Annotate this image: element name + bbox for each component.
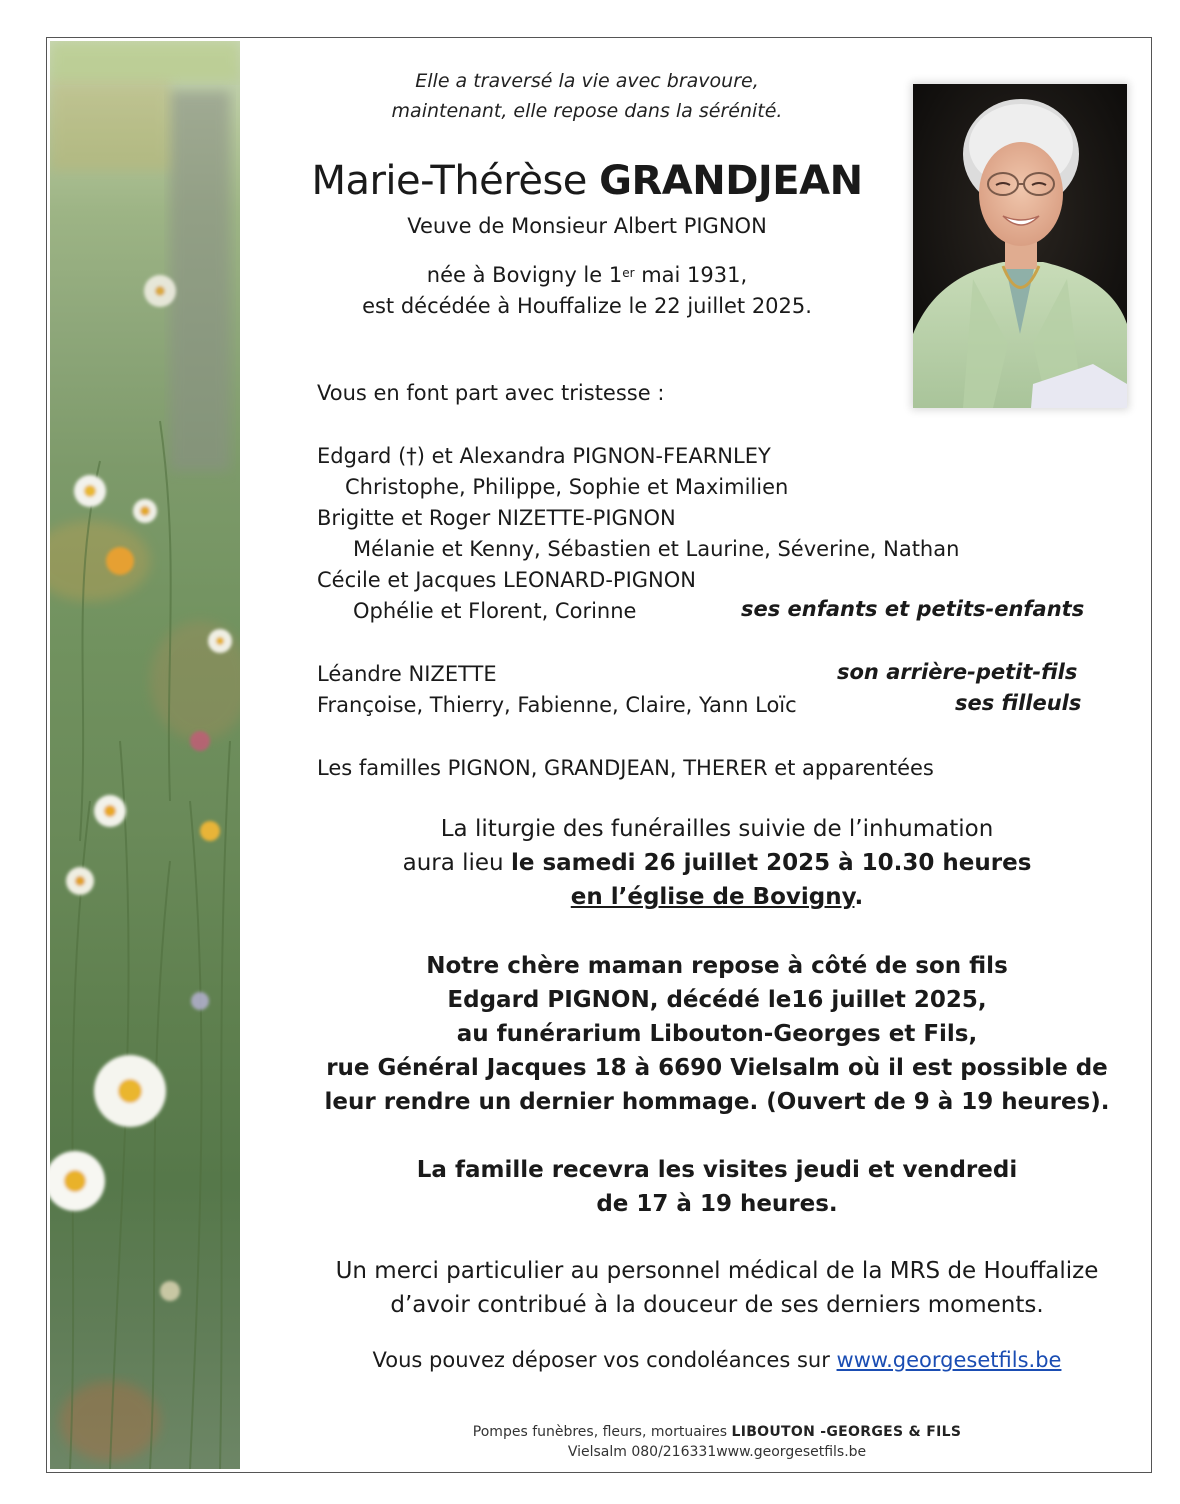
liturgy-line-3	[297, 880, 1137, 914]
epitaph-line-2: maintenant, elle repose dans la sérénité.	[391, 100, 783, 122]
relation-great-grandson-label: son arrière-petit-fils	[837, 660, 1078, 684]
liturgy-period: .	[854, 884, 864, 910]
footer-company: LIBOUTON -GEORGES & FILS	[731, 1424, 962, 1440]
repose-info	[297, 949, 1137, 1119]
deceased-first-names: Marie-Thérèse	[311, 158, 587, 204]
birth-death-info	[287, 260, 887, 322]
birth-ordinal: er	[622, 266, 635, 280]
liturgy-info	[297, 812, 1137, 914]
repose-line-3: au funérarium Libouton-Georges et Fils,	[456, 1021, 978, 1047]
repose-line-5: leur rendre un dernier hommage. (Ouvert de 9 à 19 heures).	[324, 1089, 1110, 1115]
flower-field-image	[50, 41, 240, 1469]
deceased-last-name: GRANDJEAN	[599, 158, 863, 204]
thanks-line-1: Un merci particulier au personnel médical de la MRS de Houffalize	[335, 1258, 1099, 1284]
epitaph-quote	[287, 66, 887, 126]
death-line: est décédée à Houffalize le 22 juillet 2025.	[362, 294, 812, 318]
liturgy-line-2	[297, 846, 1137, 880]
family-1-parents: Edgard (†) et Alexandra PIGNON-FEARNLEY	[317, 444, 771, 468]
birth-line	[287, 260, 887, 291]
footer-services: Pompes funèbres, fleurs, mortuaires	[472, 1424, 732, 1440]
visits-line-1: La famille recevra les visites jeudi et vendredi	[416, 1157, 1018, 1183]
family-3-parents: Cécile et Jacques LEONARD-PIGNON	[317, 568, 696, 592]
announcement-line: Vous en font part avec tristesse :	[317, 381, 665, 405]
great-grandson-name: Léandre NIZETTE	[317, 662, 497, 686]
liturgy-line-1: La liturgie des funérailles suivie de l’inhumation	[440, 816, 994, 842]
godchildren-names: Françoise, Thierry, Fabienne, Claire, Yann Loïc	[317, 693, 797, 717]
other-families: Les familles PIGNON, GRANDJEAN, THERER et apparentées	[317, 756, 934, 780]
funeral-home-footer	[297, 1422, 1137, 1442]
thanks-message	[297, 1254, 1137, 1322]
obituary-content	[287, 38, 1147, 1468]
thanks-line-2: d’avoir contribué à la douceur de ses derniers moments.	[390, 1292, 1044, 1318]
relation-children-label: ses enfants et petits-enfants	[741, 597, 1085, 621]
liturgy-date-time: le samedi 26 juillet 2025 à 10.30 heures	[510, 850, 1032, 876]
condolences-text: Vous pouvez déposer vos condoléances sur	[372, 1348, 837, 1372]
birth-text: née à Bovigny le 1	[426, 263, 623, 287]
family-3-children: Ophélie et Florent, Corinne	[353, 599, 637, 623]
family-1-children: Christophe, Philippe, Sophie et Maximilien	[345, 475, 789, 499]
epitaph-line-1: Elle a traversé la vie avec bravoure,	[415, 70, 759, 92]
liturgy-line-2-text: aura lieu	[402, 850, 511, 876]
spouse-line: Veuve de Monsieur Albert PIGNON	[407, 214, 767, 238]
obituary-card	[46, 37, 1152, 1473]
repose-line-4: rue Général Jacques 18 à 6690 Vielsalm où il est possible de	[326, 1055, 1108, 1081]
birth-date: mai 1931,	[634, 263, 748, 287]
repose-line-1: Notre chère maman repose à côté de son fils	[426, 953, 1008, 979]
portrait-photo	[913, 84, 1127, 408]
liturgy-location: en l’église de Bovigny	[570, 884, 855, 910]
condolences-link[interactable]: www.georgesetfils.be	[836, 1348, 1062, 1372]
visits-info	[297, 1153, 1137, 1221]
condolences-line	[297, 1345, 1137, 1376]
family-2-children: Mélanie et Kenny, Sébastien et Laurine, Séverine, Nathan	[353, 537, 960, 561]
deceased-name	[287, 158, 887, 204]
relation-godchildren-label: ses filleuls	[955, 691, 1082, 715]
repose-line-2: Edgard PIGNON, décédé le16 juillet 2025,	[447, 987, 987, 1013]
family-2-parents: Brigitte et Roger NIZETTE-PIGNON	[317, 506, 676, 530]
footer-address: Vielsalm 080/216331www.georgesetfils.be	[567, 1444, 867, 1460]
visits-line-2: de 17 à 19 heures.	[596, 1191, 838, 1217]
